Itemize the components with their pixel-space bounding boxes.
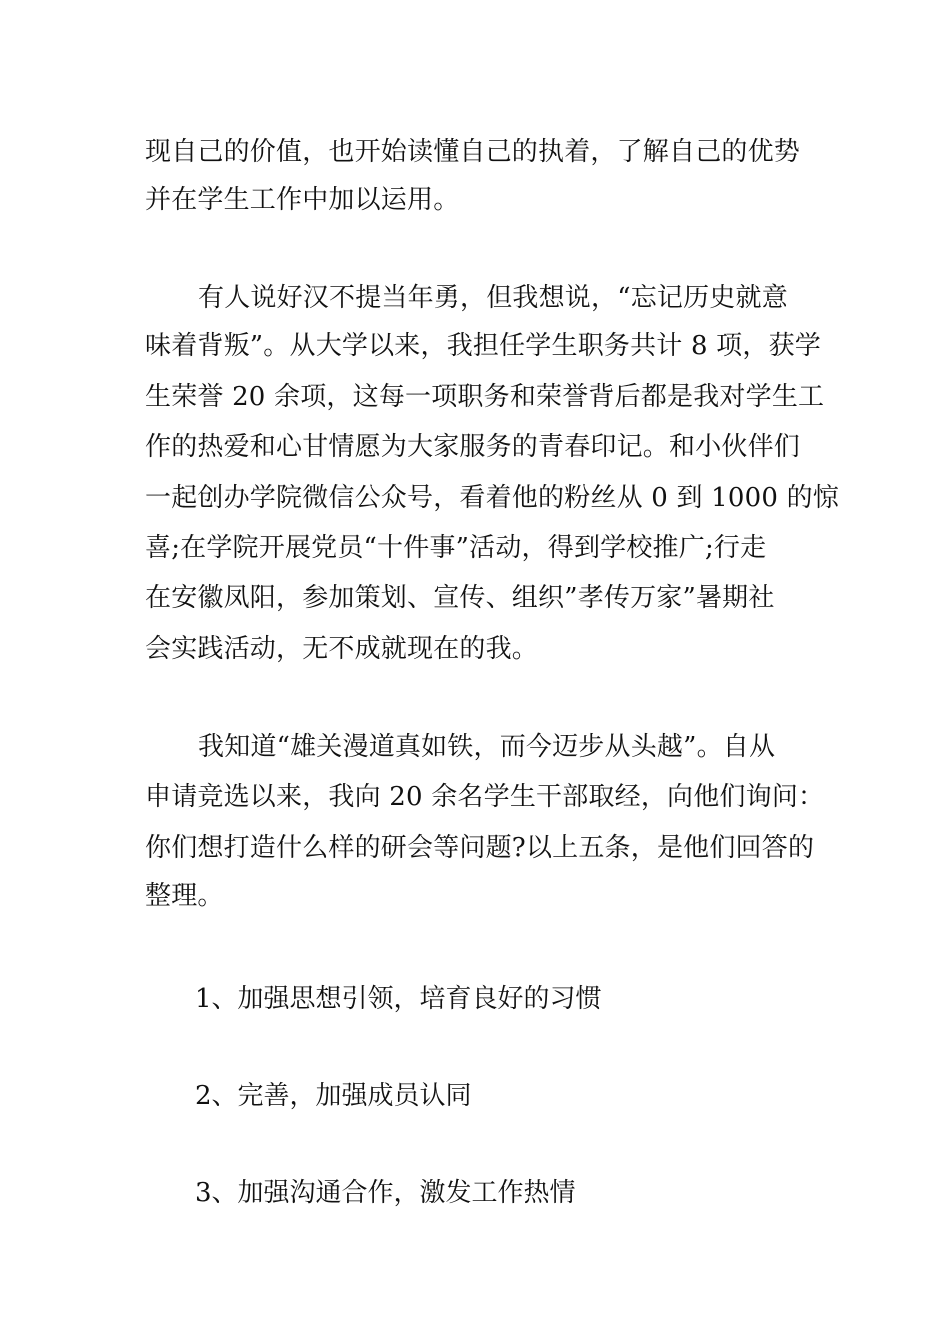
paragraph-line: 喜;在学院开展党员“十件事”活动，得到学校推广;行走: [145, 533, 767, 563]
paragraph-line: 生荣誉 20 余项，这每一项职务和荣誉背后都是我对学生工: [145, 382, 825, 412]
paragraph-line: 一起创办学院微信公众号，看着他的粉丝从 0 到 1000 的惊: [145, 483, 839, 513]
list-item: 1、加强思想引领，培育良好的习惯: [195, 984, 602, 1014]
paragraph-line: 申请竞选以来，我向 20 余名学生干部取经，向他们询问：: [145, 782, 825, 812]
list-item: 2、完善，加强成员认同: [195, 1081, 472, 1111]
paragraph-line: 现自己的价值，也开始读懂自己的执着，了解自己的优势: [145, 137, 801, 167]
paragraph-line: 作的热爱和心甘情愿为大家服务的青春印记。和小伙伴们: [145, 432, 801, 462]
list-item: 3、加强沟通合作，激发工作热情: [195, 1178, 576, 1208]
paragraph-line: 味着背叛”。从大学以来，我担任学生职务共计 8 项，获学: [145, 331, 821, 361]
paragraph-line: 我知道“雄关漫道真如铁，而今迈步从头越”。自从: [198, 732, 776, 762]
paragraph-line: 有人说好汉不提当年勇，但我想说，“忘记历史就意: [198, 283, 788, 313]
paragraph-line: 在安徽凤阳，参加策划、宣传、组织”孝传万家”暑期社: [145, 583, 775, 613]
paragraph-line: 整理。: [145, 881, 224, 911]
paragraph-line: 会实践活动，无不成就现在的我。: [145, 634, 539, 664]
paragraph-line: 你们想打造什么样的研会等问题?以上五条，是他们回答的: [145, 833, 815, 863]
paragraph-line: 并在学生工作中加以运用。: [145, 185, 460, 215]
